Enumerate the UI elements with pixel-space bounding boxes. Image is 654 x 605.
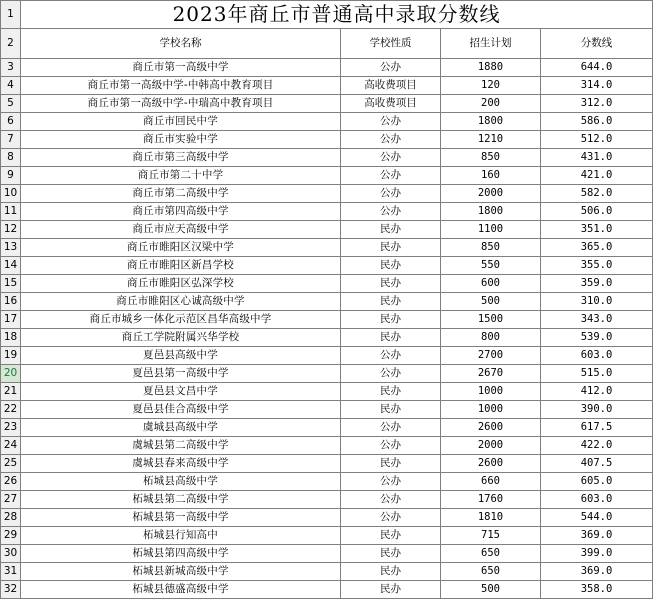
row-header[interactable]: 19 [1, 347, 21, 365]
table-row [1, 563, 653, 581]
table-row [1, 59, 653, 77]
row-header[interactable]: 7 [1, 131, 21, 149]
sheet-title[interactable]: 2023年商丘市普通高中录取分数线 [21, 1, 653, 29]
table-row [1, 347, 653, 365]
table-row [1, 509, 653, 527]
cell-school-name[interactable]: 商丘市第二十中学 [21, 167, 341, 185]
cell-enrollment-plan[interactable]: 650 [441, 563, 541, 581]
cell-school-name[interactable]: 柘城县行知高中 [21, 527, 341, 545]
row-header[interactable]: 26 [1, 473, 21, 491]
row-header[interactable]: 10 [1, 185, 21, 203]
cell-school-name[interactable]: 商丘市第二高级中学 [21, 185, 341, 203]
row-header[interactable]: 24 [1, 437, 21, 455]
column-header-school-name[interactable]: 学校名称 [21, 29, 341, 59]
cell-cutoff-score[interactable]: 314.0 [541, 77, 653, 95]
row-header[interactable]: 25 [1, 455, 21, 473]
cell-enrollment-plan[interactable]: 2000 [441, 185, 541, 203]
cell-cutoff-score[interactable]: 312.0 [541, 95, 653, 113]
cell-enrollment-plan[interactable]: 800 [441, 329, 541, 347]
table-row [1, 257, 653, 275]
cell-cutoff-score[interactable]: 390.0 [541, 401, 653, 419]
table-row [1, 419, 653, 437]
cell-school-type[interactable]: 民办 [341, 563, 441, 581]
cell-cutoff-score[interactable]: 605.0 [541, 473, 653, 491]
row-header[interactable]: 12 [1, 221, 21, 239]
cell-cutoff-score[interactable]: 506.0 [541, 203, 653, 221]
cell-enrollment-plan[interactable]: 1760 [441, 491, 541, 509]
cell-cutoff-score[interactable]: 544.0 [541, 509, 653, 527]
cell-school-name[interactable]: 夏邑县佳合高级中学 [21, 401, 341, 419]
cell-enrollment-plan[interactable]: 500 [441, 293, 541, 311]
table-row [1, 329, 653, 347]
table-row [1, 185, 653, 203]
cell-enrollment-plan[interactable]: 1880 [441, 59, 541, 77]
cell-school-name[interactable]: 商丘工学院附属兴华学校 [21, 329, 341, 347]
cell-enrollment-plan[interactable]: 500 [441, 581, 541, 599]
row-header[interactable]: 3 [1, 59, 21, 77]
table-row [1, 311, 653, 329]
cell-school-type[interactable]: 高收费项目 [341, 77, 441, 95]
table-row [1, 293, 653, 311]
cell-enrollment-plan[interactable]: 1000 [441, 383, 541, 401]
table-row [1, 95, 653, 113]
cell-school-type[interactable]: 公办 [341, 149, 441, 167]
row-header[interactable]: 23 [1, 419, 21, 437]
row-header[interactable]: 2 [1, 29, 21, 59]
row-header[interactable]: 18 [1, 329, 21, 347]
header-row [1, 29, 653, 59]
cell-cutoff-score[interactable]: 412.0 [541, 383, 653, 401]
cell-school-name[interactable]: 夏邑县高级中学 [21, 347, 341, 365]
cell-school-type[interactable]: 民办 [341, 221, 441, 239]
cell-school-type[interactable]: 公办 [341, 509, 441, 527]
cell-cutoff-score[interactable]: 603.0 [541, 491, 653, 509]
cell-enrollment-plan[interactable]: 715 [441, 527, 541, 545]
row-header[interactable]: 6 [1, 113, 21, 131]
column-header-enrollment-plan[interactable]: 招生计划 [441, 29, 541, 59]
cell-school-name[interactable]: 商丘市应天高级中学 [21, 221, 341, 239]
row-header[interactable]: 4 [1, 77, 21, 95]
cell-enrollment-plan[interactable]: 550 [441, 257, 541, 275]
cell-school-name[interactable]: 夏邑县第一高级中学 [21, 365, 341, 383]
cell-school-name[interactable]: 商丘市睢阳区新昌学校 [21, 257, 341, 275]
cell-school-name[interactable]: 商丘市实验中学 [21, 131, 341, 149]
cell-school-name[interactable]: 商丘市第一高级中学 [21, 59, 341, 77]
cell-cutoff-score[interactable]: 603.0 [541, 347, 653, 365]
cell-school-type[interactable]: 公办 [341, 167, 441, 185]
cell-school-name[interactable]: 柘城县新城高级中学 [21, 563, 341, 581]
cell-cutoff-score[interactable]: 422.0 [541, 437, 653, 455]
table-row [1, 149, 653, 167]
table-row [1, 221, 653, 239]
cell-cutoff-score[interactable]: 369.0 [541, 527, 653, 545]
cell-school-name[interactable]: 柘城县高级中学 [21, 473, 341, 491]
cell-enrollment-plan[interactable]: 1500 [441, 311, 541, 329]
table-row [1, 527, 653, 545]
cell-cutoff-score[interactable]: 365.0 [541, 239, 653, 257]
cell-enrollment-plan[interactable]: 2600 [441, 419, 541, 437]
table-row [1, 401, 653, 419]
cell-school-name[interactable]: 柘城县第四高级中学 [21, 545, 341, 563]
cell-enrollment-plan[interactable]: 1100 [441, 221, 541, 239]
cell-cutoff-score[interactable]: 582.0 [541, 185, 653, 203]
cell-school-name[interactable]: 商丘市城乡一体化示范区昌华高级中学 [21, 311, 341, 329]
table-row [1, 203, 653, 221]
cell-school-name[interactable]: 商丘市第一高级中学-中韩高中教育项目 [21, 77, 341, 95]
cell-cutoff-score[interactable]: 351.0 [541, 221, 653, 239]
cell-school-type[interactable]: 民办 [341, 383, 441, 401]
cell-school-type[interactable]: 民办 [341, 275, 441, 293]
table-row [1, 131, 653, 149]
row-header[interactable]: 28 [1, 509, 21, 527]
table-row [1, 437, 653, 455]
cell-school-type[interactable]: 公办 [341, 203, 441, 221]
table-row [1, 167, 653, 185]
cell-school-type[interactable]: 公办 [341, 185, 441, 203]
column-header-cutoff-score[interactable]: 分数线 [541, 29, 653, 59]
row-header[interactable]: 30 [1, 545, 21, 563]
cell-school-name[interactable]: 柘城县第一高级中学 [21, 509, 341, 527]
cell-school-name[interactable]: 商丘市第四高级中学 [21, 203, 341, 221]
cell-school-name[interactable]: 商丘市睢阳区弘深学校 [21, 275, 341, 293]
cell-enrollment-plan[interactable]: 850 [441, 239, 541, 257]
row-header[interactable]: 8 [1, 149, 21, 167]
cell-cutoff-score[interactable]: 407.5 [541, 455, 653, 473]
cell-school-type[interactable]: 公办 [341, 347, 441, 365]
cell-cutoff-score[interactable]: 310.0 [541, 293, 653, 311]
row-header[interactable]: 13 [1, 239, 21, 257]
cell-school-type[interactable]: 民办 [341, 455, 441, 473]
cell-enrollment-plan[interactable]: 2700 [441, 347, 541, 365]
cell-school-type[interactable]: 民办 [341, 581, 441, 599]
cell-school-type[interactable]: 民办 [341, 293, 441, 311]
table-row [1, 473, 653, 491]
cell-school-name[interactable]: 商丘市回民中学 [21, 113, 341, 131]
cell-school-name[interactable]: 商丘市第三高级中学 [21, 149, 341, 167]
table-row [1, 113, 653, 131]
cell-school-name[interactable]: 虞城县高级中学 [21, 419, 341, 437]
cell-school-type[interactable]: 高收费项目 [341, 95, 441, 113]
row-header[interactable]: 32 [1, 581, 21, 599]
column-header-school-type[interactable]: 学校性质 [341, 29, 441, 59]
row-header[interactable]: 22 [1, 401, 21, 419]
cell-school-name[interactable]: 柘城县第二高级中学 [21, 491, 341, 509]
cell-cutoff-score[interactable]: 431.0 [541, 149, 653, 167]
cell-enrollment-plan[interactable]: 1810 [441, 509, 541, 527]
table-row [1, 545, 653, 563]
table-row [1, 581, 653, 599]
cell-enrollment-plan[interactable]: 850 [441, 149, 541, 167]
row-header[interactable]: 20 [1, 365, 21, 383]
row-header[interactable]: 31 [1, 563, 21, 581]
row-header[interactable]: 29 [1, 527, 21, 545]
cell-school-type[interactable]: 公办 [341, 473, 441, 491]
cell-cutoff-score[interactable]: 358.0 [541, 581, 653, 599]
cell-school-type[interactable]: 公办 [341, 113, 441, 131]
cell-enrollment-plan[interactable]: 120 [441, 77, 541, 95]
cell-school-type[interactable]: 公办 [341, 419, 441, 437]
row-header[interactable]: 1 [1, 1, 21, 29]
cell-school-type[interactable]: 公办 [341, 437, 441, 455]
cell-enrollment-plan[interactable]: 650 [441, 545, 541, 563]
cell-cutoff-score[interactable]: 644.0 [541, 59, 653, 77]
row-header[interactable]: 5 [1, 95, 21, 113]
table-row [1, 77, 653, 95]
cell-cutoff-score[interactable]: 512.0 [541, 131, 653, 149]
table-row [1, 275, 653, 293]
cell-school-type[interactable]: 民办 [341, 527, 441, 545]
cell-school-name[interactable]: 夏邑县文昌中学 [21, 383, 341, 401]
cell-cutoff-score[interactable]: 355.0 [541, 257, 653, 275]
cell-school-type[interactable]: 公办 [341, 365, 441, 383]
cell-enrollment-plan[interactable]: 200 [441, 95, 541, 113]
cell-enrollment-plan[interactable]: 1800 [441, 113, 541, 131]
cell-school-name[interactable]: 商丘市睢阳区汉梁中学 [21, 239, 341, 257]
cell-school-type[interactable]: 民办 [341, 239, 441, 257]
cell-school-type[interactable]: 民办 [341, 329, 441, 347]
cell-school-type[interactable]: 民办 [341, 545, 441, 563]
cell-school-name[interactable]: 虞城县第二高级中学 [21, 437, 341, 455]
cell-school-type[interactable]: 民办 [341, 401, 441, 419]
table-row [1, 491, 653, 509]
cell-cutoff-score[interactable]: 343.0 [541, 311, 653, 329]
cell-cutoff-score[interactable]: 421.0 [541, 167, 653, 185]
cell-enrollment-plan[interactable]: 2600 [441, 455, 541, 473]
cell-enrollment-plan[interactable]: 2670 [441, 365, 541, 383]
row-header[interactable]: 15 [1, 275, 21, 293]
title-row [1, 1, 653, 29]
cell-school-type[interactable]: 民办 [341, 311, 441, 329]
cell-cutoff-score[interactable]: 399.0 [541, 545, 653, 563]
table-row [1, 383, 653, 401]
cell-cutoff-score[interactable]: 369.0 [541, 563, 653, 581]
cell-enrollment-plan[interactable]: 1000 [441, 401, 541, 419]
cell-enrollment-plan[interactable]: 600 [441, 275, 541, 293]
cell-school-name[interactable]: 柘城县德盛高级中学 [21, 581, 341, 599]
cell-cutoff-score[interactable]: 586.0 [541, 113, 653, 131]
cell-school-name[interactable]: 商丘市睢阳区心诚高级中学 [21, 293, 341, 311]
table-row [1, 365, 653, 383]
cell-enrollment-plan[interactable]: 1210 [441, 131, 541, 149]
cell-cutoff-score[interactable]: 359.0 [541, 275, 653, 293]
cell-school-type[interactable]: 公办 [341, 491, 441, 509]
cell-cutoff-score[interactable]: 617.5 [541, 419, 653, 437]
row-header[interactable]: 14 [1, 257, 21, 275]
cell-school-name[interactable]: 商丘市第一高级中学-中瑞高中教育项目 [21, 95, 341, 113]
cell-enrollment-plan[interactable]: 660 [441, 473, 541, 491]
row-header[interactable]: 21 [1, 383, 21, 401]
cell-cutoff-score[interactable]: 539.0 [541, 329, 653, 347]
cell-school-type[interactable]: 公办 [341, 131, 441, 149]
row-header[interactable]: 27 [1, 491, 21, 509]
cell-school-name[interactable]: 虞城县春来高级中学 [21, 455, 341, 473]
row-header[interactable]: 17 [1, 311, 21, 329]
cell-school-type[interactable]: 公办 [341, 59, 441, 77]
table-row [1, 455, 653, 473]
cell-school-type[interactable]: 民办 [341, 257, 441, 275]
cell-cutoff-score[interactable]: 515.0 [541, 365, 653, 383]
row-header[interactable]: 11 [1, 203, 21, 221]
row-header[interactable]: 16 [1, 293, 21, 311]
cell-enrollment-plan[interactable]: 160 [441, 167, 541, 185]
cell-enrollment-plan[interactable]: 2000 [441, 437, 541, 455]
table-row [1, 239, 653, 257]
cell-enrollment-plan[interactable]: 1800 [441, 203, 541, 221]
row-header[interactable]: 9 [1, 167, 21, 185]
